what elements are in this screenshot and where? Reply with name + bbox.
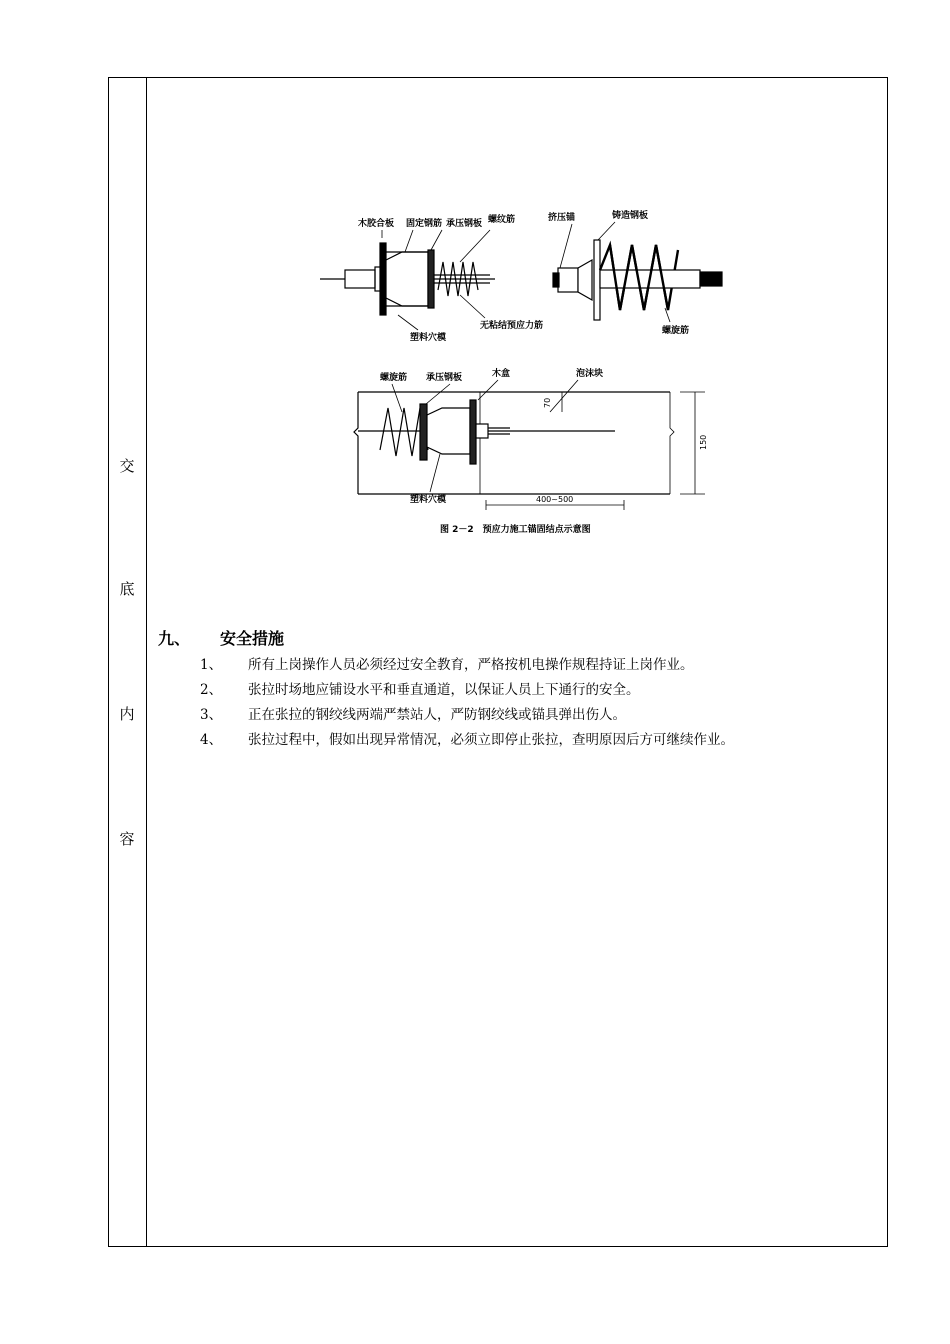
side-label-char-1: 交 <box>119 457 135 475</box>
column-divider <box>146 77 147 1247</box>
item-text: 正在张拉的钢绞线两端严禁站人，严防钢绞线或锚具弹出伤人。 <box>248 707 626 723</box>
list-item <box>200 728 880 753</box>
label-threaded-bar: 螺纹筋 <box>488 215 516 225</box>
label-extruded-anchor: 挤压锚 <box>548 213 576 223</box>
item-text: 张拉过程中，假如出现异常情况，必须立即停止张拉，查明原因后方可继续作业。 <box>248 732 734 748</box>
item-number: 4、 <box>200 732 223 748</box>
label-bearing-plate-bottom: 承压钢板 <box>426 373 463 383</box>
side-label-char-4: 容 <box>119 830 135 848</box>
item-number: 1、 <box>200 657 223 673</box>
top-right-detail <box>553 222 722 322</box>
dim-70: 70 <box>543 397 552 408</box>
bottom-detail <box>354 380 705 510</box>
label-wood-box: 木盒 <box>492 369 511 379</box>
label-bearing-plate: 承压钢板 <box>446 219 483 229</box>
label-fixed-rebar: 固定钢筋 <box>406 219 443 229</box>
safety-list <box>200 653 880 753</box>
label-wood-board: 木胶合板 <box>358 219 395 229</box>
item-text: 所有上岗操作人员必须经过安全教育，严格按机电操作规程持证上岗作业。 <box>248 657 694 673</box>
label-cast-plate: 铸造钢板 <box>612 211 649 221</box>
label-foam-block: 泡沫块 <box>576 369 604 379</box>
anchorage-diagram <box>310 200 730 545</box>
side-label-char-3: 内 <box>119 705 135 723</box>
list-item <box>200 678 880 703</box>
item-text: 张拉时场地应铺设水平和垂直通道，以保证人员上下通行的安全。 <box>248 682 640 698</box>
list-item <box>200 703 880 728</box>
label-unbonded-tendon: 无粘结预应力筋 <box>480 321 544 331</box>
item-number: 2、 <box>200 682 223 698</box>
dim-150: 150 <box>699 434 708 450</box>
section-number: 九、 <box>158 629 191 648</box>
section-title: 安全措施 <box>220 629 285 648</box>
side-label-char-2: 底 <box>119 580 135 598</box>
top-left-detail <box>320 230 495 330</box>
list-item <box>200 653 880 678</box>
figure-caption: 图 2－2 预应力施工锚固结点示意图 <box>440 525 591 535</box>
label-spiral-bar-bottom: 螺旋筋 <box>380 373 408 383</box>
label-spiral-bar-top: 螺旋筋 <box>662 326 690 336</box>
item-number: 3、 <box>200 707 223 723</box>
dim-400-500: 400~500 <box>536 495 574 504</box>
label-plastic-mold-top: 塑料穴模 <box>410 333 447 343</box>
section-heading <box>158 626 284 649</box>
label-plastic-mold-bottom: 塑料穴模 <box>410 495 447 505</box>
